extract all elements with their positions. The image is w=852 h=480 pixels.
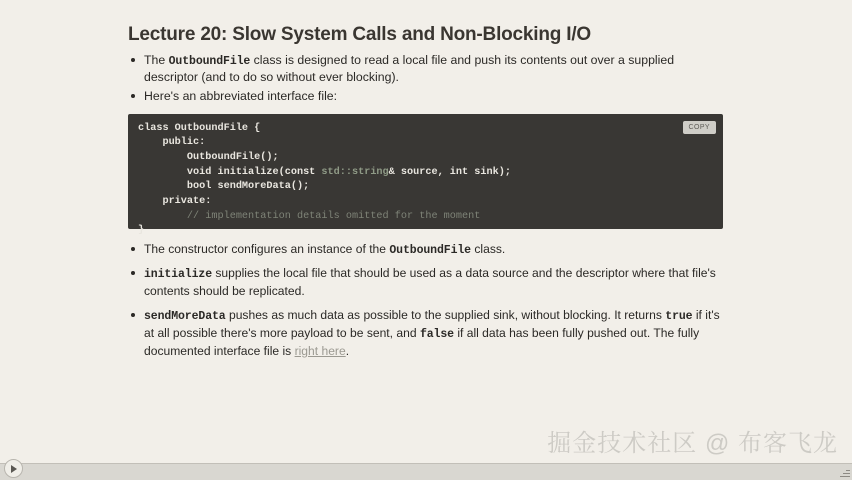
list-item (128, 52, 728, 85)
inline-link[interactable]: right here (294, 343, 346, 358)
watermark: 掘金技术社区 @ 布客飞龙 (547, 430, 838, 457)
play-icon[interactable] (4, 459, 23, 478)
list-item (128, 88, 728, 104)
inline-text: if it's at all possible there's more payload to be sent, and (144, 308, 720, 340)
inline-code: false (419, 327, 454, 341)
inline-text: class is designed to read a local file and push its contents out over a supplied descriptor (and to do so without ever blocking). (144, 53, 675, 85)
bullet-text-1 (144, 89, 337, 103)
slide-content (128, 24, 728, 366)
lower-bullet-text-2 (144, 308, 720, 358)
lower-bullet-list (128, 241, 728, 360)
code-text: class OutboundFile { public: OutboundFile(); void initialize(const std::string& source, int sink); bool sendMoreData(); private: // implementation details omitted for the moment } (138, 122, 511, 237)
inline-text: The (144, 53, 169, 67)
resize-handle-icon[interactable] (838, 467, 850, 479)
inline-code: OutboundFile (168, 55, 251, 68)
top-bullet-list (128, 52, 728, 105)
inline-text: pushes as much data as possible to the supplied sink, without blocking. It returns (225, 308, 666, 323)
code-block (128, 114, 723, 237)
inline-text: Here's an abbreviated interface file: (144, 89, 338, 104)
list-item (128, 307, 728, 359)
lower-bullet-text-0 (144, 242, 505, 256)
video-player-bar[interactable] (0, 463, 852, 480)
page-title: Lecture 20: Slow System Calls and Non-Blocking I/O (128, 24, 591, 45)
list-item (128, 265, 728, 300)
lower-bullet-text-1 (144, 266, 716, 298)
inline-text: The constructor configures an instance of the (144, 241, 390, 256)
inline-text: class. (471, 241, 506, 256)
inline-text: . (345, 343, 350, 358)
inline-code: OutboundFile (389, 243, 471, 257)
inline-code: sendMoreData (144, 310, 226, 324)
inline-code: initialize (144, 268, 213, 282)
inline-text: supplies the local file that should be used as a data source and the descriptor where that file's contents should be replicated. (144, 266, 716, 299)
copy-button[interactable]: COPY (683, 121, 716, 134)
inline-code: true (665, 310, 693, 324)
list-item (128, 241, 728, 259)
bullet-text-0 (144, 53, 674, 84)
inline-text: if all data has been fully pushed out. The fully documented interface file is (144, 325, 700, 358)
